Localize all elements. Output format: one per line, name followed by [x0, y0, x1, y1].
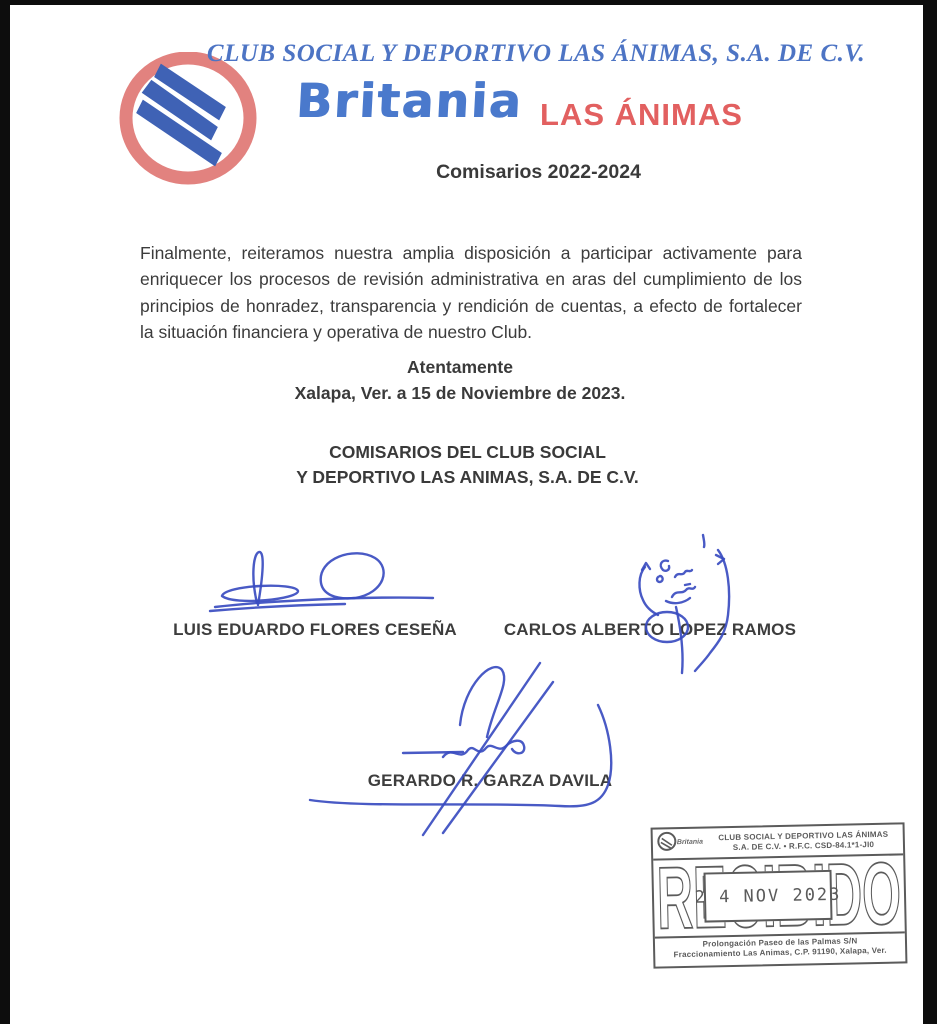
- committee-block: [140, 440, 795, 490]
- stamp-brand-name: Britania: [676, 838, 704, 847]
- scan-edge-top: [0, 0, 937, 5]
- closing-block: [135, 354, 785, 406]
- signatory-name: CARLOS ALBERTO LOPEZ RAMOS: [503, 620, 797, 639]
- stamp-footer: [655, 931, 906, 963]
- brand-location-label: LAS ÁNIMAS: [540, 97, 743, 132]
- stamp-org-line-1: CLUB SOCIAL Y DEPORTIVO LAS ÁNIMAS: [718, 829, 889, 842]
- signatory-name: GERARDO R. GARZA DAVILA: [367, 771, 613, 790]
- stamp-org-line-2: S.A. DE C.V. • R.F.C. CSD-84.1*1-JI0: [732, 839, 875, 852]
- committee-line-2: Y DEPORTIVO LAS ANIMAS, S.A. DE C.V.: [296, 467, 639, 487]
- date-line: Xalapa, Ver. a 15 de Noviembre de 2023.: [294, 383, 626, 403]
- salutation: Atentamente: [407, 357, 513, 377]
- signature-ink-luis: [205, 538, 440, 623]
- stamp-crest-icon: [656, 829, 704, 854]
- document-subtitle: Comisarios 2022-2024: [436, 161, 641, 183]
- received-stamp: [651, 822, 908, 968]
- stamp-date: 2 4 NOV 2023: [694, 884, 842, 908]
- scan-edge-left: [0, 0, 10, 1024]
- stamp-brand-logo: [653, 829, 707, 859]
- stamp-address-line-2: Fraccionamiento Las Animas, C.P. 91190, Xalapa, Ver.: [673, 945, 887, 960]
- stamp-address-line-1: Prolongación Paseo de las Palmas S/N: [702, 936, 858, 949]
- signatory-name: LUIS EDUARDO FLORES CESEÑA: [173, 620, 457, 639]
- stamp-middle: [653, 855, 905, 936]
- scan-edge-right: [923, 0, 937, 1024]
- organization-title: CLUB SOCIAL Y DEPORTIVO LAS ÁNIMAS, S.A. DE C.V.: [206, 40, 866, 67]
- committee-line-1: COMISARIOS DEL CLUB SOCIAL: [329, 442, 606, 462]
- britania-wordmark: Britania: [294, 74, 525, 129]
- letter-paragraph: Finalmente, reiteramos nuestra amplia disposición a participar activamente para enriquecer los procesos de revisión administrativa en aras del cumplimiento de los principios de honradez, transparencia y rendición de cuentas, a efecto de fortalecer la situación financiera y operativa de nuestro Club.: [140, 242, 802, 342]
- stamp-date-box: [694, 870, 842, 923]
- signature-ink-carlos: [600, 515, 755, 675]
- signature-ink-gerardo: [300, 650, 630, 840]
